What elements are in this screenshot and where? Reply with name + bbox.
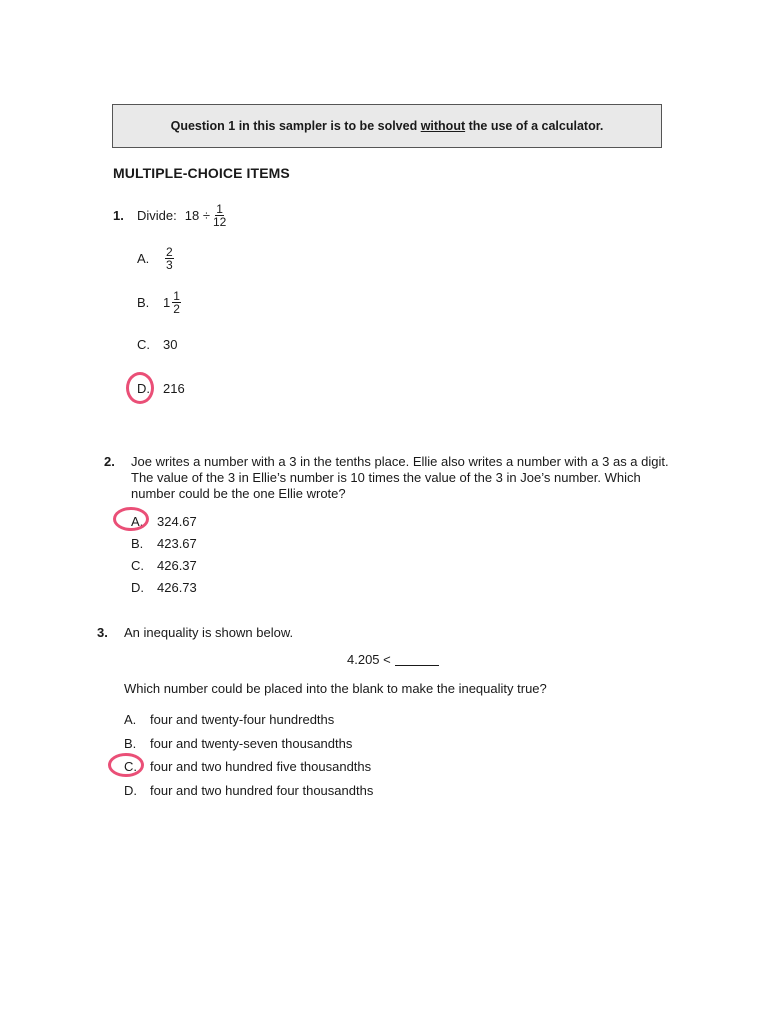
- q2-stem: [104, 454, 684, 502]
- q2-options: [131, 510, 197, 598]
- banner-text-emphasis: without: [420, 119, 466, 133]
- section-title: MULTIPLE-CHOICE ITEMS: [113, 165, 290, 181]
- q2-line-1: Joe writes a number with a 3 in the tenths place. Ellie also writes a number with a 3 as a digit.: [131, 454, 669, 469]
- q2-option-c[interactable]: [131, 554, 197, 576]
- q1-expr-denominator: 12: [212, 215, 227, 229]
- q1-prompt: Divide:: [137, 208, 177, 223]
- q1-option-b-fraction: [172, 290, 181, 315]
- q1-option-b[interactable]: [137, 290, 181, 315]
- q1-option-a-denominator: 3: [166, 258, 173, 272]
- q2-option-a[interactable]: [131, 510, 197, 532]
- q1-expr-fraction: [212, 203, 227, 228]
- q3-option-a-text: four and twenty-four hundredths: [150, 712, 335, 728]
- q2-option-d-letter: D.: [131, 579, 144, 595]
- q3-question: Which number could be placed into the blank to make the inequality true?: [124, 681, 547, 696]
- q2-option-b-letter: B.: [131, 535, 144, 551]
- q2-option-a-text: 324.67: [157, 513, 197, 529]
- q1-option-b-numerator: 1: [173, 289, 180, 303]
- banner-text-post: the use of a calculator.: [465, 119, 604, 133]
- q1-option-a-letter: A.: [137, 251, 150, 266]
- q3-inequality: [347, 652, 439, 667]
- q2-number: 2.: [104, 454, 115, 469]
- q2-option-c-letter: C.: [131, 557, 144, 573]
- calculator-notice-banner: [112, 104, 662, 148]
- q1-option-c-letter: C.: [137, 337, 150, 352]
- q2-option-d[interactable]: [131, 576, 197, 598]
- q1-option-b-whole: 1: [163, 295, 171, 310]
- q1-option-d[interactable]: [137, 381, 185, 396]
- q1-option-d-letter: D.: [137, 381, 150, 396]
- q3-option-d-text: four and two hundred four thousandths: [150, 782, 374, 798]
- q1-option-b-denominator: 2: [173, 302, 180, 316]
- q2-option-c-text: 426.37: [157, 557, 197, 573]
- q3-option-d[interactable]: [124, 779, 373, 803]
- q3-option-a-letter: A.: [124, 712, 137, 728]
- q1-option-d-value: 216: [163, 381, 185, 396]
- q2-option-d-text: 426.73: [157, 579, 197, 595]
- q3-option-b[interactable]: [124, 732, 373, 756]
- q2-option-a-letter: A.: [131, 513, 144, 529]
- q3-option-c[interactable]: [124, 755, 373, 779]
- q2-line-3: number could be the one Ellie wrote?: [131, 486, 346, 501]
- banner-text-pre: Question 1 in this sampler is to be solved: [170, 119, 421, 133]
- q1-option-a-numerator: 2: [166, 245, 173, 259]
- q3-option-c-text: four and two hundred five thousandths: [150, 759, 372, 775]
- q3-prompt: An inequality is shown below.: [124, 625, 294, 640]
- q2-line-2: The value of the 3 in Ellie’s number is 10 times the value of the 3 in Joe’s number. Which: [131, 470, 641, 485]
- q3-option-a[interactable]: [124, 708, 373, 732]
- q1-number: 1.: [113, 208, 124, 223]
- q3-inequality-text: 4.205 <: [347, 652, 391, 667]
- q3-option-b-text: four and twenty-seven thousandths: [150, 735, 353, 751]
- q3-stem: [97, 625, 293, 640]
- q1-option-a[interactable]: [137, 246, 174, 271]
- q3-options: [124, 708, 373, 802]
- q3-inequality-blank: [395, 653, 439, 666]
- q1-option-a-fraction: [165, 246, 174, 271]
- q1-expr-whole: 18 ÷: [184, 208, 210, 223]
- q3-option-c-letter: C.: [124, 759, 137, 775]
- q1-option-b-letter: B.: [137, 295, 150, 310]
- q1-option-c[interactable]: [137, 337, 177, 352]
- q2-option-b[interactable]: [131, 532, 197, 554]
- q1-expr-numerator: 1: [216, 202, 223, 216]
- q3-option-b-letter: B.: [124, 735, 137, 751]
- q3-number: 3.: [97, 625, 108, 640]
- q1-stem: [113, 203, 227, 228]
- q3-option-d-letter: D.: [124, 782, 137, 798]
- q1-option-c-value: 30: [163, 337, 178, 352]
- q2-option-b-text: 423.67: [157, 535, 197, 551]
